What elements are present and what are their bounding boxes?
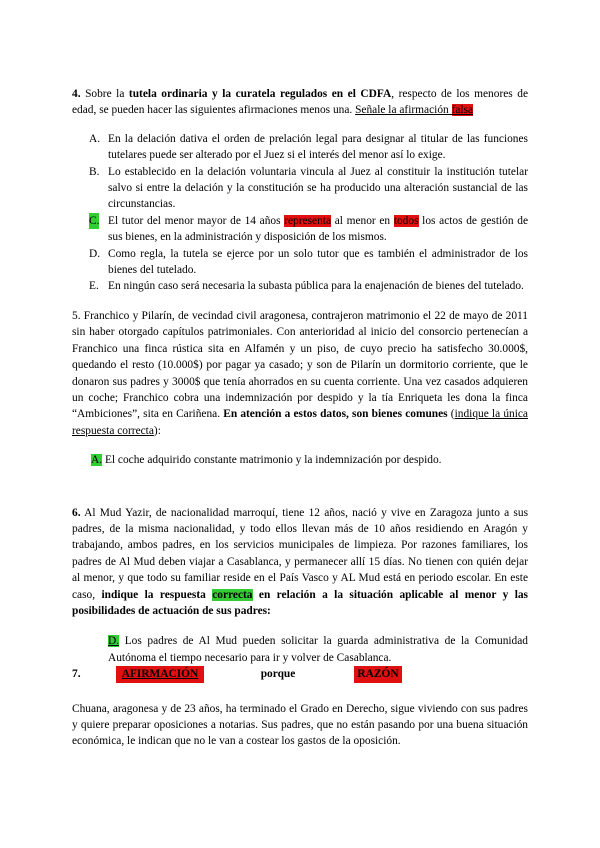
option-c-letter-highlight: C.	[89, 213, 99, 229]
question-6-number: 6.	[72, 506, 81, 519]
option-c: C. El tutor del menor mayor de 14 años representa al menor en todos los actos de gestión de sus bienes, en la administración y disposición de los mismos.	[89, 214, 528, 244]
option-e: E. En ningún caso será necesaria la subasta pública para la enajenación de bienes del tutelado.	[89, 280, 524, 293]
afirmacion-label: AFIRMACIÓN	[116, 666, 204, 682]
highlight-falsa: falsa	[451, 104, 474, 117]
document-page	[72, 86, 528, 750]
question-5-answer: A. El coche adquirido constante matrimonio y la indemnización por despido.	[91, 454, 442, 467]
question-7-header	[72, 666, 528, 682]
question-4-instruction: Señale la afirmación falsa	[355, 104, 474, 117]
question-6: 6. Al Mud Yazir, de nacionalidad marroquí, tiene 12 años, nació y vive en Zaragoza junto a sus padres, de la misma nacionalidad, y todo ellos llevan más de 10 años residiendo en Aragón y trabajando, ambos padres, en los servicios municipales de limpieza. Por razones familiares, los padres de Al Mud deben viajar a Casablanca, y permanecer allí 15 días. No tienen con quién dejar al menor, y que todo su familiar reside en el País Vasco y AL Mud está en periodo escolar. En este caso, indique la respuesta correcta en relación a la situación aplicable al menor y las posibilidades de actuación de sus padres:	[72, 506, 528, 617]
question-6-answer: D. Los padres de Al Mud pueden solicitar la guarda administrativa de la Comunidad Autónoma el tiempo necesario para ir y volver de Casablanca.	[108, 635, 528, 664]
question-4-number: 4.	[72, 88, 81, 100]
option-d: D. Como regla, la tutela se ejerce por un solo tutor que es también el administrador de los bienes del tutelado.	[89, 247, 528, 277]
porque-label: porque	[260, 668, 296, 681]
option-a: A. En la delación dativa el orden de prelación legal para designar al titular de las funciones tutelares puede ser alterado por el Juez si el interés del menor así lo exige.	[89, 132, 528, 162]
answer-a-letter-highlight: A.	[91, 454, 103, 467]
highlight-correcta: correcta	[212, 588, 253, 601]
razon-label: RAZÓN	[354, 666, 402, 682]
answer-d-letter-highlight: D.	[108, 635, 120, 648]
question-7-number: 7.	[72, 668, 81, 681]
highlight-todos: todos	[393, 214, 419, 227]
question-7-statement: Chuana, aragonesa y de 23 años, ha terminado el Grado en Derecho, sigue viviendo con sus padres y quiere preparar oposiciones a notarias. Sus padres, que no están pasando por una buena situación económica, le indican que no le van a costear los gastos de la oposición.	[72, 702, 528, 748]
question-5-hint: indique la única respuesta correcta	[72, 408, 528, 437]
highlight-representa: representa	[284, 214, 332, 227]
question-4-topic: tutela ordinaria y la curatela regulados en el CDFA	[128, 88, 392, 100]
question-5: 5. Franchico y Pilarín, de vecindad civil aragonesa, contrajeron matrimonio el 22 de mayo de 2011 sin haber otorgado capítulos patrimoniales. Con anterioridad al inicio del consorcio pertenecían a Franchico una finca rústica sita en Alfamén y un piso, de cuyo precio ha satisfecho 30.000$, quedando el resto (10.000$) por pagar ya casado; y son de Pilarín un dormitorio corriente, que le donaron sus padres y 3000$ que tenía ahorrados en su cuenta corriente. Una vez casados adquieren un coche; Franchico cobra una indemnización por despido y la tía Enriqueta les dona la finca “Ambiciones”, sita en Cariñena. En atención a estos datos, son bienes comunes (indique la única respuesta correcta):	[72, 309, 528, 437]
option-b: B. Lo establecido en la delación voluntaria vincula al Juez al constituir la institución tutelar salvo si entre la delación y la constitución se ha producido una alteración sustancial de las circunstancias.	[89, 165, 528, 211]
question-4-options	[72, 131, 528, 295]
question-4: 4. Sobre la tutela ordinaria y la curatela regulados en el CDFA, respecto de los menores de edad, se pueden hacer las siguientes afirmaciones menos una. Señale la afirmación falsa	[72, 88, 528, 117]
question-5-prompt: En atención a estos datos, son bienes comunes	[223, 408, 448, 421]
